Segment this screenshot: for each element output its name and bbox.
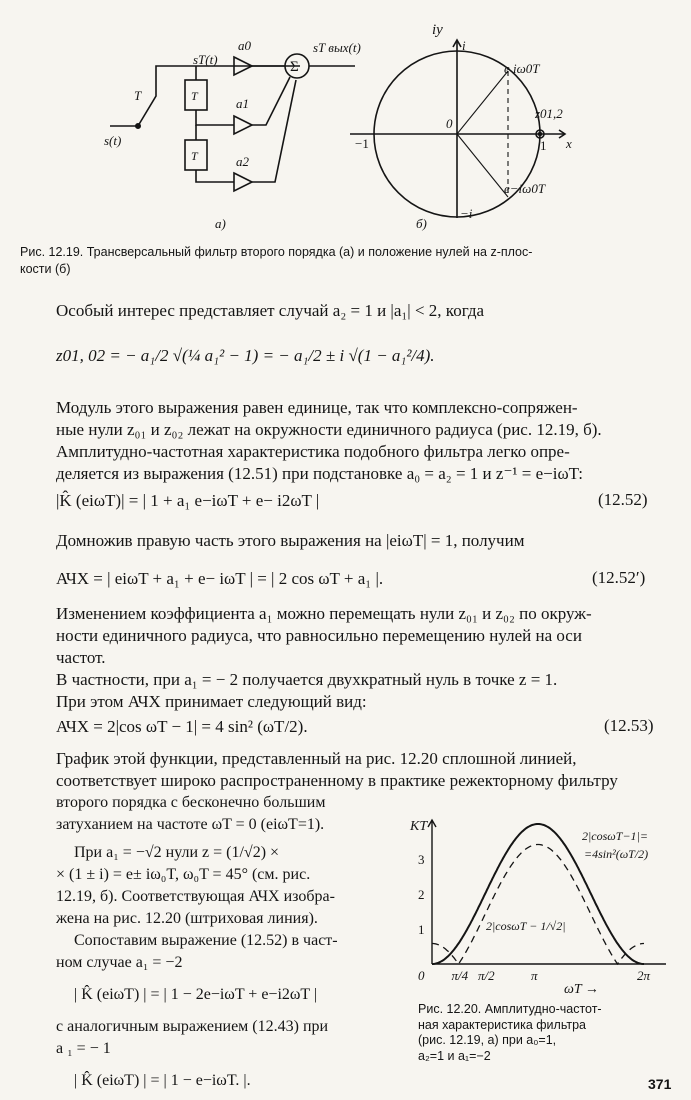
- annotation-solid-1: 2|cosωT−1|=: [582, 829, 648, 843]
- gain-a2: [234, 173, 252, 191]
- text-line: Модуль этого выражения равен единице, так что комплексно-сопряжен-: [56, 398, 578, 417]
- x-tick-label: π/4: [451, 968, 469, 983]
- text-line: ности единичного радиуса, что равносильно перемещению нулей на оси: [56, 626, 582, 645]
- text-line: 12.19, б). Соответствующая АЧХ изобра-: [56, 888, 335, 905]
- paragraph: Особый интерес представляет случай a₂ = 1 и |a₁| < 2, когда: [56, 301, 485, 320]
- text-line: затуханием на частоте ωT = 0 (eiωT=1).: [56, 816, 325, 833]
- page-number: 371: [648, 1076, 672, 1092]
- equation-number: (12.52′): [592, 568, 646, 587]
- annotation-dashed: 2|cosωT − 1/√2|: [486, 919, 566, 933]
- equation-12-52-prime: АЧХ = | eiωT + a₁ + e− iωT | = | 2 cos ωT + a₁ |.: [56, 569, 384, 588]
- label-minus-i: −i: [460, 206, 473, 221]
- figure-12-20: [404, 808, 674, 998]
- gain-a1: [234, 116, 252, 134]
- label-origin: 0: [446, 116, 453, 131]
- text-line: соответствует широко распространенному в практике режекторному фильтру: [56, 771, 618, 790]
- label-iy: iy: [432, 22, 443, 38]
- caption-line: Рис. 12.20. Амплитудно-частот-: [418, 1002, 602, 1016]
- caption-line: кости (б): [20, 262, 71, 276]
- label-input: s(t): [104, 133, 122, 148]
- equation-12-52: |K̂ (eiωT)| = | 1 + a₁ e−iωT + e− i2ωT |: [56, 491, 320, 510]
- label-a0: a0: [238, 38, 251, 53]
- equation-number: (12.53): [604, 716, 654, 735]
- y-tick-label: 2: [418, 887, 425, 902]
- paragraph: [56, 441, 676, 485]
- y-axis-label: KT: [410, 819, 428, 834]
- label-delay-2: T: [191, 149, 198, 163]
- caption-line: ная характеристика фильтра: [418, 1017, 586, 1032]
- text-line: жена на рис. 12.20 (штриховая линия).: [56, 910, 318, 927]
- x-tick-label: 0: [418, 968, 425, 983]
- x-tick-label: π/2: [478, 968, 495, 983]
- transversal-filter-diagram: [110, 54, 355, 191]
- caption-line: a₂=1 и a₁=−2: [418, 1048, 491, 1063]
- label-delay-1: T: [191, 89, 198, 103]
- x-axis-label: ωT →: [564, 982, 599, 997]
- equation-number: (12.52): [598, 490, 648, 509]
- label-tag-a: а): [215, 216, 226, 231]
- paragraph: [56, 397, 676, 441]
- equation: | K̂ (eiωT) | = | 1 − e−iωT. |.: [74, 1072, 251, 1089]
- text-line: a ₁ = − 1: [56, 1040, 111, 1057]
- left-column: [56, 792, 396, 1092]
- y-tick-label: 3: [418, 852, 425, 867]
- label-i: i: [462, 38, 466, 53]
- text-line: Сопоставим выражение (12.52) в част-: [74, 932, 338, 949]
- label-zeros: z01,2: [535, 106, 563, 121]
- text-line: × (1 ± i) = e± iω₀T, ω₀T = 45° (см. рис.: [56, 866, 311, 883]
- label-one: 1: [540, 138, 547, 153]
- y-tick-label: 1: [418, 922, 425, 937]
- text-line: При этом АЧХ принимает следующий вид:: [56, 692, 367, 711]
- text-line: ные нули z₀₁ и z₀₂ лежат на окружности единичного радиуса (рис. 12.19, б).: [56, 420, 602, 439]
- x-tick-label: π: [531, 968, 538, 983]
- series-dashed-line: [432, 845, 644, 965]
- label-e-pos: e iω0T: [504, 61, 540, 76]
- text-line: деляется из выражения (12.51) при подстановке a₀ = a₂ = 1 и z⁻¹ = e−iωT:: [56, 464, 583, 483]
- caption-line: (рис. 12.19, а) при a₀=1,: [418, 1033, 557, 1047]
- figure-12-19-caption: [20, 244, 680, 278]
- text-line: График этой функции, представленный на рис. 12.20 сплошной линией,: [56, 749, 577, 768]
- text-line: Амплитудно-частотная характеристика подобного фильтра легко опре-: [56, 442, 570, 461]
- text-line: Изменением коэффициента a₁ можно перемещать нули z₀₁ и z₀₂ по окруж-: [56, 604, 592, 623]
- label-a1: a1: [236, 96, 249, 111]
- text-line: ном случае a₁ = −2: [56, 954, 183, 971]
- figure-12-20-caption: [418, 1002, 680, 1064]
- equation-12-53: АЧХ = 2|cos ωT − 1| = 4 sin² (ωT/2).: [56, 717, 308, 736]
- equation: | K̂ (eiωT) | = | 1 − 2e−iωT + e−i2ωT |: [74, 986, 318, 1003]
- label-tag-b: б): [416, 216, 427, 231]
- label-switch-T: T: [134, 88, 142, 103]
- text-line: с аналогичным выражением (12.43) при: [56, 1018, 329, 1035]
- paragraph: [56, 669, 676, 713]
- text-line: При a₁ = −√2 нули z = (1/√2) ×: [74, 844, 280, 861]
- x-tick-label: 2π: [637, 968, 651, 983]
- label-minus-1: −1: [355, 136, 369, 151]
- label-e-neg: e−iω0T: [504, 181, 546, 196]
- label-a2: a2: [236, 154, 249, 169]
- label-output: sT вых(t): [313, 40, 361, 55]
- label-sT: sT(t): [193, 52, 218, 67]
- caption-line: Рис. 12.19. Трансверсальный фильтр второго порядка (а) и положение нулей на z-плос-: [20, 245, 533, 259]
- label-x: x: [566, 136, 572, 151]
- figure-12-19: [0, 0, 691, 240]
- paragraph: [56, 603, 676, 669]
- text-line: В частности, при a₁ = − 2 получается двухкратный нуль в точке z = 1.: [56, 670, 558, 689]
- annotation-solid-2: =4sin²(ωT/2): [584, 847, 649, 861]
- label-sigma: Σ: [290, 59, 299, 75]
- text-line: частот.: [56, 648, 106, 667]
- paragraph: Домножив правую часть этого выражения на |eiωT| = 1, получим: [56, 531, 525, 550]
- text-line: второго порядка с бесконечно большим: [56, 794, 326, 811]
- paragraph: [56, 748, 676, 792]
- equation-zeros: z01, 02 = − a₁/2 √(¼ a₁² − 1) = − a₁/2 ± i √(1 − a₁²/4).: [56, 346, 435, 365]
